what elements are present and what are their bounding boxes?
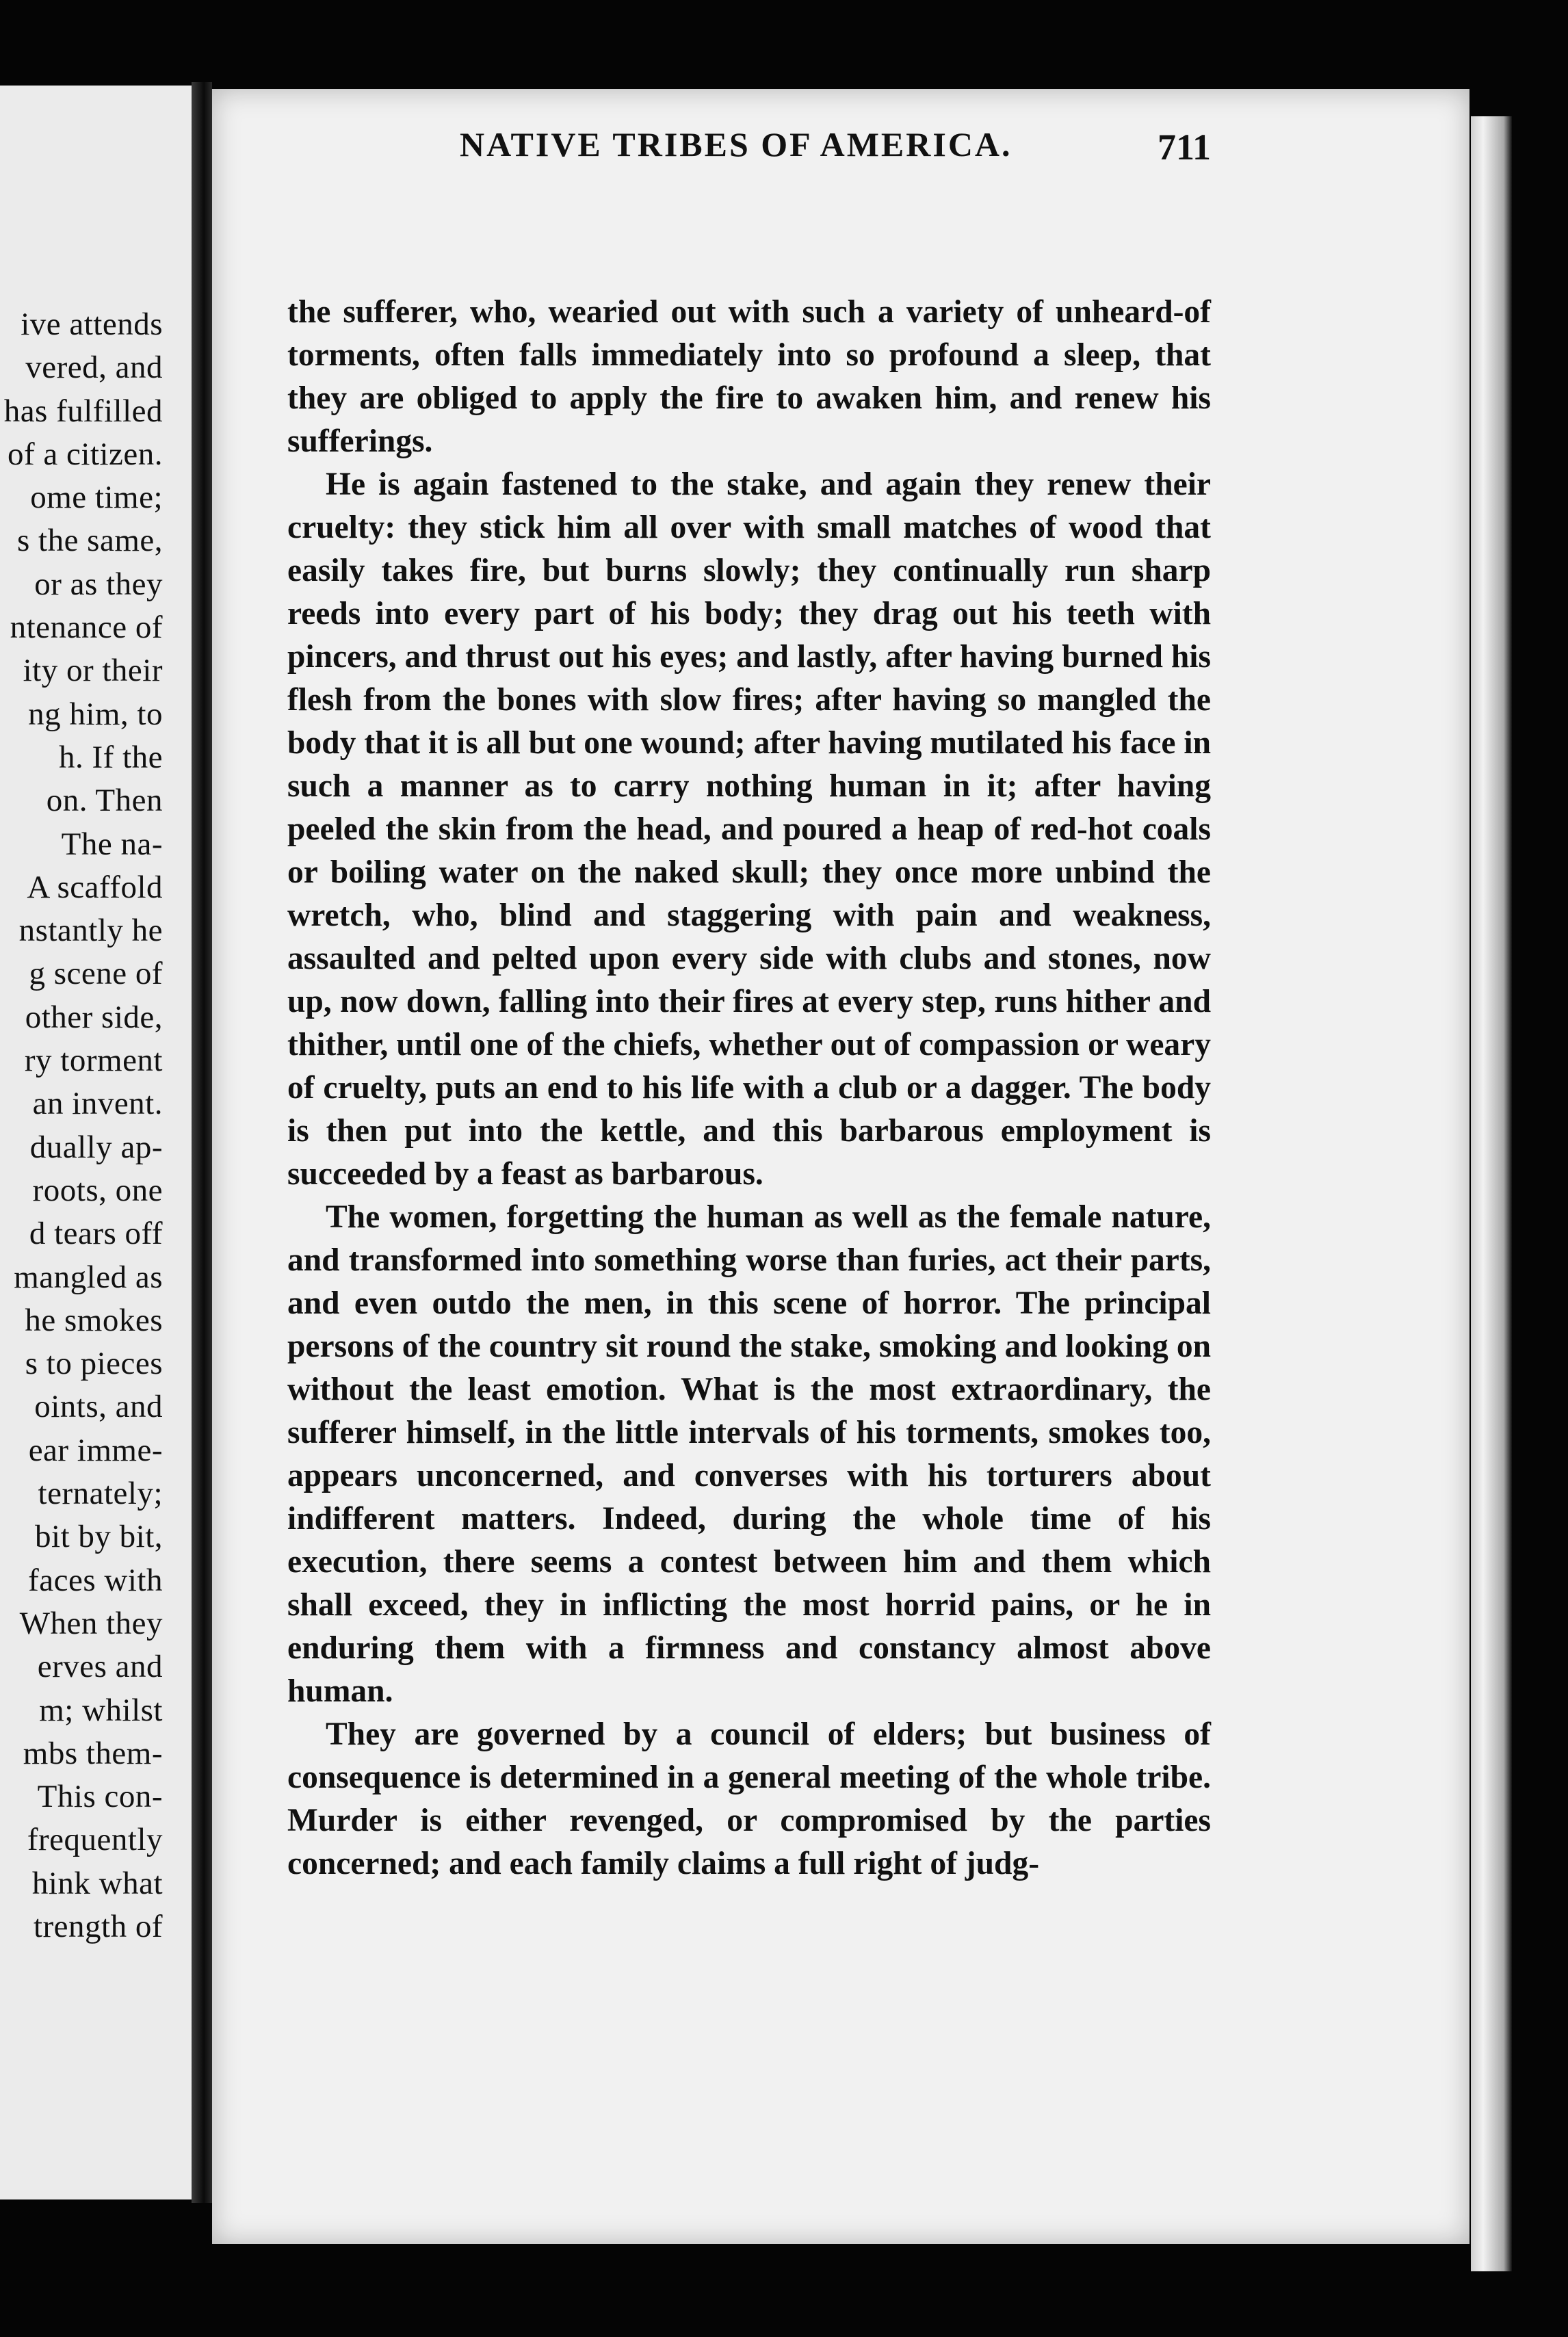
- left-line: When they: [19, 1605, 163, 1641]
- left-line: The na-: [61, 826, 163, 862]
- left-line: bit by bit,: [35, 1519, 163, 1555]
- page-number: 711: [1157, 127, 1211, 168]
- left-page-text: [0, 303, 163, 1948]
- left-line: or as they: [34, 566, 163, 602]
- left-line: d tears off: [29, 1216, 163, 1252]
- left-line: roots, one: [32, 1172, 163, 1208]
- left-line: dually ap-: [29, 1129, 163, 1165]
- left-line: vered, and: [25, 350, 163, 386]
- left-line: m; whilst: [39, 1692, 163, 1728]
- left-line: has fulfilled: [3, 393, 163, 429]
- page-edge: [1471, 116, 1512, 2271]
- left-line: ternately;: [38, 1476, 163, 1512]
- left-line: h. If the: [59, 739, 163, 775]
- left-line: oints, and: [34, 1389, 163, 1425]
- book-gutter: [192, 82, 212, 2203]
- left-line: erves and: [37, 1649, 163, 1685]
- left-line: nstantly he: [18, 913, 163, 949]
- left-line: faces with: [28, 1562, 163, 1598]
- paragraph: He is again fastened to the stake, and again they renew their cruelty: they stick him all over with small matches of wood that easily takes fire, but burns slowly; they continually run sharp reeds into every part of his body; they drag out his teeth with pincers, and thrust out his eyes; and lastly, after having burned his flesh from the bones with slow fires; after having so mangled the body that it is all but one wound; after having mutilated his face in such a manner as to carry nothing human in it; after having peeled the skin from the head, and poured a heap of red-hot coals or boiling water on the naked skull; they once more unbind the wretch, who, blind and staggering with pain and weakness, assaulted and pelted upon every side with clubs and stones, now up, now down, falling into their fires at every step, runs hither and thither, until one of the chiefs, whether out of compassion or weary of cruelty, puts an end to his life with a club or a dagger. The body is then put into the kettle, and this barbarous employment is succeeded by a feast as barbarous.: [287, 467, 1211, 1192]
- left-line: ear imme-: [28, 1432, 163, 1468]
- left-line: g scene of: [29, 956, 163, 992]
- left-line: on. Then: [46, 783, 163, 819]
- left-line: frequently: [27, 1822, 163, 1858]
- left-line: ome time;: [30, 480, 163, 516]
- left-line: ive attends: [21, 306, 163, 342]
- running-head: NATIVE TRIBES OF AMERICA.: [460, 125, 1012, 164]
- left-line: other side,: [25, 999, 163, 1035]
- left-line: s to pieces: [25, 1346, 163, 1382]
- page-header: [246, 125, 1218, 179]
- left-line: hink what: [31, 1865, 163, 1901]
- left-line: mangled as: [14, 1259, 163, 1295]
- left-line: s the same,: [16, 523, 163, 559]
- body-text: [287, 291, 1211, 1885]
- left-line: ntenance of: [10, 610, 163, 646]
- left-line: an invent.: [32, 1086, 163, 1122]
- left-line: of a citizen.: [7, 436, 163, 472]
- left-line: ry torment: [24, 1043, 163, 1079]
- paragraph: They are governed by a council of elders; but business of consequence is determined in a general meeting of the whole tribe. Murder is either revenged, or compromised by the parties concerned; and each family claims a full right of judg-: [287, 1716, 1211, 1881]
- left-line: trength of: [33, 1908, 163, 1944]
- left-line: ity or their: [23, 653, 163, 689]
- left-line: he smokes: [25, 1302, 163, 1338]
- paragraph: the sufferer, who, wearied out with such a variety of unheard-of torments, often falls immediately into so profound a sleep, that they are obliged to apply the fire to awaken him, and renew his sufferings.: [287, 294, 1211, 459]
- left-line: ng him, to: [28, 696, 163, 732]
- paragraph: The women, forgetting the human as well as the female nature, and transformed into something worse than furies, act their parts, and even outdo the men, in this scene of horror. The principal persons of the country sit round the stake, smoking and looking on without the least emotion. What is the most extraordinary, the sufferer himself, in the little intervals of his torments, smokes too, appears unconcerned, and converses with his torturers about indifferent matters. Indeed, during the whole time of his execution, there seems a contest between him and them which shall exceed, they in inflicting the most horrid pains, or he in enduring them with a firmness and constancy almost above human.: [287, 1199, 1211, 1709]
- left-line: mbs them-: [23, 1735, 163, 1771]
- left-line: A scaffold: [27, 869, 163, 905]
- left-page: [0, 86, 198, 2199]
- left-line: This con-: [37, 1779, 163, 1815]
